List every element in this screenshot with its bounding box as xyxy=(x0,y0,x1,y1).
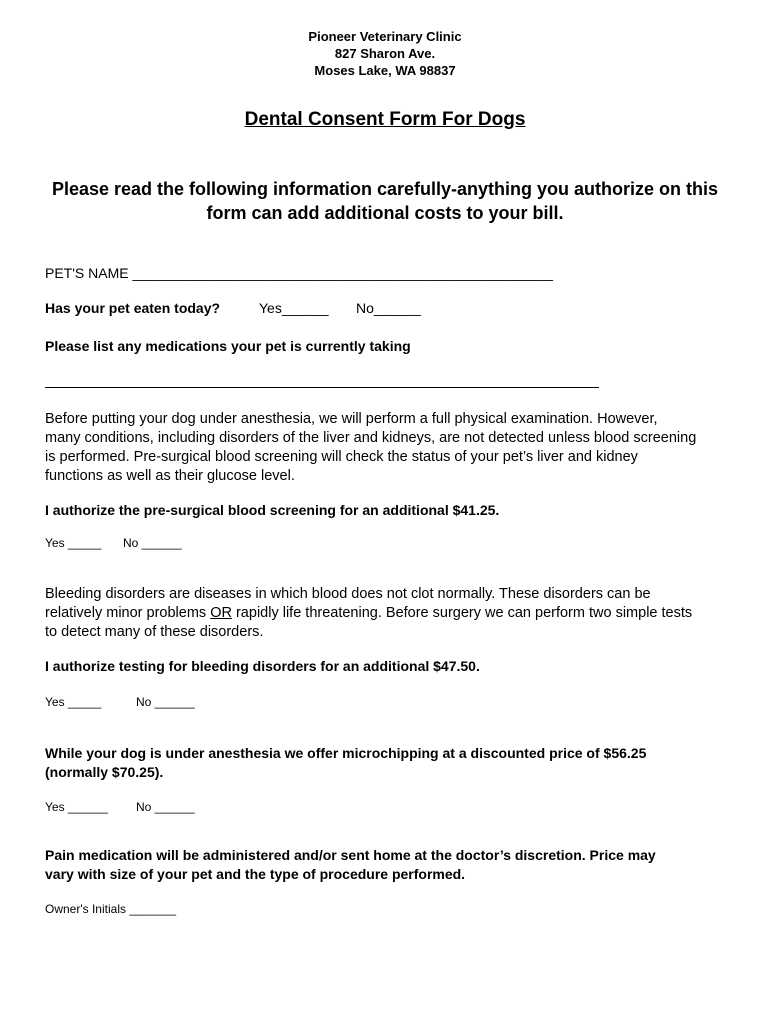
bleeding-paragraph xyxy=(45,585,745,642)
microchip-offer xyxy=(45,744,646,782)
pet-name-row xyxy=(45,265,553,281)
bleeding-or-emphasis: OR xyxy=(210,605,232,621)
bleeding-para-line-2b: rapidly life threatening. Before surgery we can perform two simple tests xyxy=(231,605,693,621)
pain-medication-note xyxy=(45,846,656,884)
clinic-address-line2: Moses Lake, WA 98837 xyxy=(314,63,456,78)
clinic-name: Pioneer Veterinary Clinic xyxy=(308,29,462,44)
eaten-yes[interactable]: Yes______ xyxy=(259,300,329,316)
microchip-line-2: (normally $70.25). xyxy=(45,764,164,780)
eaten-no[interactable]: No______ xyxy=(356,300,421,316)
blood-para-line-3: is performed. Pre-surgical blood screening will check the status of your pet’s liver and kidney xyxy=(45,449,638,465)
blood-yes[interactable]: Yes _____ xyxy=(45,536,102,550)
microchip-line-1: While your dog is under anesthesia we offer microchipping at a discounted price of $56.25 xyxy=(45,745,647,761)
blood-no[interactable]: No ______ xyxy=(123,536,182,550)
clinic-address-line1: 827 Sharon Ave. xyxy=(334,46,436,61)
microchip-yes[interactable]: Yes ______ xyxy=(45,800,108,814)
pet-name-label: PET'S NAME xyxy=(45,265,129,281)
bleeding-para-line-2 xyxy=(45,604,745,623)
bleeding-no[interactable]: No ______ xyxy=(136,695,195,709)
bleeding-para-line-3: to detect many of these disorders. xyxy=(45,624,264,640)
owner-initials[interactable]: Owner's Initials _______ xyxy=(45,902,177,916)
medications-blank-line[interactable] xyxy=(45,387,599,388)
pain-line-1: Pain medication will be administered and/or sent home at the doctor’s discretion. Price may xyxy=(45,847,656,863)
blood-para-line-1: Before putting your dog under anesthesia, we will perform a full physical examination. However, xyxy=(45,411,658,427)
pain-line-2: vary with size of your pet and the type of procedure performed. xyxy=(45,866,466,882)
bleeding-para-line-2a: relatively minor problems xyxy=(45,605,211,621)
pet-name-blank[interactable]: ______________________________________________________ xyxy=(132,265,553,281)
blood-screening-paragraph xyxy=(45,410,745,486)
bleeding-para-line-1: Bleeding disorders are diseases in which blood does not clot normally. These disorders can be xyxy=(45,586,651,602)
medications-label: Please list any medications your pet is currently taking xyxy=(45,338,411,354)
blood-authorize: I authorize the pre-surgical blood screening for an additional $41.25. xyxy=(45,502,500,518)
eaten-question: Has your pet eaten today? xyxy=(45,300,221,316)
blood-para-line-4: functions as well as their glucose level. xyxy=(45,468,295,484)
microchip-no[interactable]: No ______ xyxy=(136,800,195,814)
bleeding-authorize: I authorize testing for bleeding disorders for an additional $47.50. xyxy=(45,658,480,674)
bleeding-yes[interactable]: Yes _____ xyxy=(45,695,102,709)
blood-para-line-2: many conditions, including disorders of the liver and kidneys, are not detected unless blood screening xyxy=(45,430,697,446)
intro-text: Please read the following information carefully-anything you authorize on this form can add additional costs to your bill. xyxy=(51,179,719,223)
form-title: Dental Consent Form For Dogs xyxy=(244,109,526,130)
